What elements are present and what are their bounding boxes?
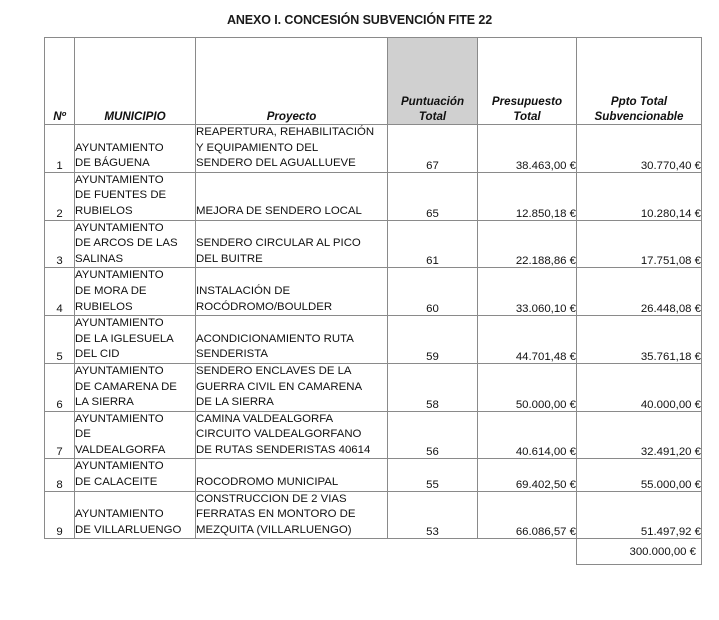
cell-puntuacion-total: 53 bbox=[388, 491, 478, 539]
cell-proyecto-line: DEL BUITRE bbox=[196, 252, 263, 265]
cell-proyecto-line: MEJORA DE SENDERO LOCAL bbox=[196, 204, 362, 217]
cell-municipio-line: AYUNTAMIENTO bbox=[75, 364, 164, 377]
table-row bbox=[45, 316, 702, 364]
table-row bbox=[45, 411, 702, 459]
total-row-spacer bbox=[478, 539, 577, 565]
cell-municipio-line: RUBIELOS bbox=[75, 204, 133, 217]
cell-municipio-line: DE FUENTES DE bbox=[75, 189, 167, 202]
cell-numero: 6 bbox=[45, 363, 75, 411]
column-header-puntuacion-line2: Total bbox=[418, 109, 447, 123]
table-total-row bbox=[45, 539, 702, 565]
cell-proyecto bbox=[196, 363, 388, 411]
column-header-proyecto-label: Proyecto bbox=[266, 109, 317, 123]
cell-municipio-line: AYUNTAMIENTO bbox=[75, 508, 164, 521]
cell-presupuesto-total: 69.402,50 € bbox=[478, 459, 577, 491]
cell-proyecto-line: REAPERTURA, REHABILITACIÓN bbox=[196, 126, 375, 138]
cell-municipio bbox=[75, 268, 196, 316]
cell-proyecto bbox=[196, 125, 388, 173]
cell-municipio-line: DE bbox=[75, 428, 91, 441]
table-row bbox=[45, 220, 702, 268]
cell-proyecto-line: DE RUTAS SENDERISTAS 40614 bbox=[196, 443, 371, 456]
page-title: ANEXO I. CONCESIÓN SUBVENCIÓN FITE 22 bbox=[226, 13, 493, 27]
cell-ppto-total-subvencionable: 30.770,40 € bbox=[577, 125, 702, 173]
cell-proyecto-line: INSTALACIÓN DE bbox=[196, 284, 291, 297]
cell-proyecto-line: ROCÓDROMO/BOULDER bbox=[196, 300, 333, 313]
total-row-spacer bbox=[75, 539, 196, 565]
cell-puntuacion-total: 61 bbox=[388, 220, 478, 268]
table-row bbox=[45, 172, 702, 220]
cell-municipio-line: DE CAMARENA DE bbox=[75, 380, 177, 393]
cell-proyecto-line: CAMINA VALDEALGORFA bbox=[196, 412, 334, 425]
cell-municipio bbox=[75, 220, 196, 268]
cell-ppto-total-subvencionable: 32.491,20 € bbox=[577, 411, 702, 459]
cell-proyecto-line: SENDERO ENCLAVES DE LA bbox=[196, 364, 352, 377]
cell-proyecto-line: CONSTRUCCION DE 2 VIAS bbox=[196, 492, 347, 505]
cell-ppto-total-subvencionable: 26.448,08 € bbox=[577, 268, 702, 316]
cell-municipio bbox=[75, 125, 196, 173]
cell-presupuesto-total: 12.850,18 € bbox=[478, 172, 577, 220]
cell-numero: 7 bbox=[45, 411, 75, 459]
table-row bbox=[45, 491, 702, 539]
cell-presupuesto-total: 50.000,00 € bbox=[478, 363, 577, 411]
column-header-presupuesto-line2: Total bbox=[513, 109, 541, 123]
total-row-spacer bbox=[196, 539, 388, 565]
cell-municipio-line: DE MORA DE bbox=[75, 284, 147, 297]
cell-municipio-line: DEL CID bbox=[75, 348, 120, 361]
column-header-puntuacion-total bbox=[388, 38, 478, 125]
cell-numero: 9 bbox=[45, 491, 75, 539]
cell-municipio bbox=[75, 316, 196, 364]
total-row-spacer bbox=[388, 539, 478, 565]
cell-ppto-total-subvencionable: 17.751,08 € bbox=[577, 220, 702, 268]
cell-proyecto-line: SENDERISTA bbox=[196, 348, 268, 361]
cell-proyecto bbox=[196, 316, 388, 364]
cell-proyecto bbox=[196, 411, 388, 459]
cell-proyecto-line: CIRCUITO VALDEALGORFANO bbox=[196, 428, 362, 441]
grant-table bbox=[44, 37, 702, 565]
cell-ppto-total-subvencionable: 10.280,14 € bbox=[577, 172, 702, 220]
table-header bbox=[45, 38, 702, 125]
cell-municipio-line: AYUNTAMIENTO bbox=[75, 173, 164, 186]
cell-ppto-total-subvencionable: 51.497,92 € bbox=[577, 491, 702, 539]
cell-puntuacion-total: 65 bbox=[388, 172, 478, 220]
cell-municipio-line: AYUNTAMIENTO bbox=[75, 412, 164, 425]
column-header-ppto-line2: Subvencionable bbox=[594, 109, 684, 123]
column-header-puntuacion-line1: Puntuación bbox=[400, 95, 465, 109]
cell-presupuesto-total: 66.086,57 € bbox=[478, 491, 577, 539]
cell-ppto-total-subvencionable: 40.000,00 € bbox=[577, 363, 702, 411]
cell-ppto-total-subvencionable: 35.761,18 € bbox=[577, 316, 702, 364]
cell-proyecto-line: SENDERO DEL AGUALLUEVE bbox=[196, 157, 356, 170]
header-row bbox=[45, 38, 702, 125]
cell-municipio bbox=[75, 363, 196, 411]
cell-puntuacion-total: 67 bbox=[388, 125, 478, 173]
cell-numero: 5 bbox=[45, 316, 75, 364]
cell-municipio-line: AYUNTAMIENTO bbox=[75, 221, 164, 234]
cell-proyecto-line: GUERRA CIVIL EN CAMARENA bbox=[196, 380, 363, 393]
column-header-proyecto bbox=[196, 38, 388, 125]
cell-numero: 2 bbox=[45, 172, 75, 220]
table-row bbox=[45, 125, 702, 173]
cell-presupuesto-total: 44.701,48 € bbox=[478, 316, 577, 364]
cell-proyecto bbox=[196, 172, 388, 220]
cell-municipio bbox=[75, 172, 196, 220]
table-row bbox=[45, 459, 702, 491]
cell-presupuesto-total: 33.060,10 € bbox=[478, 268, 577, 316]
cell-municipio-line: DE LA IGLESUELA bbox=[75, 332, 174, 345]
total-ppto-subvencionable: 300.000,00 € bbox=[577, 539, 702, 565]
grant-table-container bbox=[44, 37, 701, 565]
cell-puntuacion-total: 56 bbox=[388, 411, 478, 459]
cell-municipio-line: DE CALACEITE bbox=[75, 476, 158, 489]
cell-proyecto-line: Y EQUIPAMIENTO DEL bbox=[196, 141, 319, 154]
column-header-presupuesto-total bbox=[478, 38, 577, 125]
cell-numero: 8 bbox=[45, 459, 75, 491]
cell-municipio-line: DE BÁGUENA bbox=[75, 157, 150, 170]
column-header-numero bbox=[45, 38, 75, 125]
cell-puntuacion-total: 60 bbox=[388, 268, 478, 316]
cell-municipio bbox=[75, 459, 196, 491]
cell-proyecto bbox=[196, 491, 388, 539]
cell-proyecto-line: MEZQUITA (VILLARLUENGO) bbox=[196, 523, 352, 536]
cell-proyecto bbox=[196, 268, 388, 316]
cell-proyecto-line: FERRATAS EN MONTORO DE bbox=[196, 508, 356, 521]
cell-presupuesto-total: 38.463,00 € bbox=[478, 125, 577, 173]
cell-proyecto-line: DE LA SIERRA bbox=[196, 396, 274, 409]
cell-puntuacion-total: 58 bbox=[388, 363, 478, 411]
total-row-spacer bbox=[45, 539, 75, 565]
cell-ppto-total-subvencionable: 55.000,00 € bbox=[577, 459, 702, 491]
cell-municipio bbox=[75, 411, 196, 459]
cell-municipio-line: SALINAS bbox=[75, 252, 124, 265]
column-header-ppto-line1: Ppto Total bbox=[610, 95, 668, 109]
column-header-ppto-total-subvencionable bbox=[577, 38, 702, 125]
cell-proyecto-line: SENDERO CIRCULAR AL PICO bbox=[196, 237, 361, 250]
cell-presupuesto-total: 40.614,00 € bbox=[478, 411, 577, 459]
cell-municipio-line: AYUNTAMIENTO bbox=[75, 460, 164, 473]
table-body bbox=[45, 125, 702, 565]
cell-municipio bbox=[75, 491, 196, 539]
table-row bbox=[45, 363, 702, 411]
column-header-municipio bbox=[75, 38, 196, 125]
cell-proyecto-line: ROCODROMO MUNICIPAL bbox=[196, 476, 339, 489]
cell-municipio-line: LA SIERRA bbox=[75, 396, 134, 409]
column-header-numero-label: Nº bbox=[53, 109, 66, 123]
cell-municipio-line: AYUNTAMIENTO bbox=[75, 141, 164, 154]
cell-presupuesto-total: 22.188,86 € bbox=[478, 220, 577, 268]
cell-proyecto-line: ACONDICIONAMIENTO RUTA bbox=[196, 332, 354, 345]
cell-numero: 3 bbox=[45, 220, 75, 268]
cell-puntuacion-total: 59 bbox=[388, 316, 478, 364]
cell-municipio-line: DE ARCOS DE LAS bbox=[75, 237, 178, 250]
cell-puntuacion-total: 55 bbox=[388, 459, 478, 491]
cell-numero: 4 bbox=[45, 268, 75, 316]
cell-proyecto bbox=[196, 220, 388, 268]
cell-municipio-line: DE VILLARLUENGO bbox=[75, 523, 182, 536]
table-row bbox=[45, 268, 702, 316]
cell-proyecto bbox=[196, 459, 388, 491]
column-header-presupuesto-line1: Presupuesto bbox=[491, 95, 563, 109]
cell-municipio-line: VALDEALGORFA bbox=[75, 443, 166, 456]
cell-numero: 1 bbox=[45, 125, 75, 173]
column-header-municipio-label: MUNICIPIO bbox=[104, 109, 166, 123]
cell-municipio-line: AYUNTAMIENTO bbox=[75, 317, 164, 330]
cell-municipio-line: AYUNTAMIENTO bbox=[75, 269, 164, 282]
cell-municipio-line: RUBIELOS bbox=[75, 300, 133, 313]
